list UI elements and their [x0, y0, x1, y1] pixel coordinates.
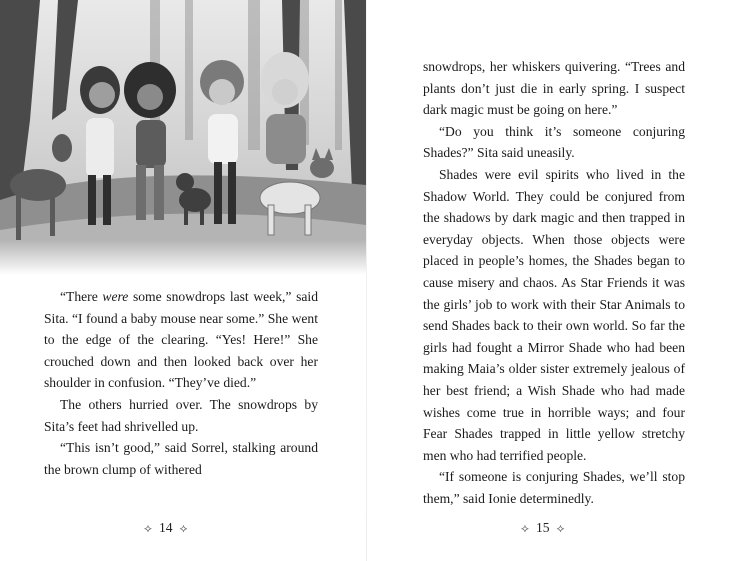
- right-page-text: [423, 56, 685, 509]
- paragraph-text: “There: [60, 289, 103, 304]
- page-number-left: [144, 520, 187, 536]
- paragraph: [44, 286, 318, 394]
- page-number: 14: [158, 520, 173, 535]
- paragraph: “Do you think it’s someone conjuring Shades?” Sita said uneasily.: [423, 123, 685, 161]
- page-number: 15: [535, 520, 550, 535]
- paragraph: The others hurried over. The snowdrops by Sita’s feet had shrivelled up.: [44, 396, 318, 434]
- page-number-right: [521, 520, 564, 536]
- ornament-icon: ⟡: [179, 520, 188, 535]
- ornament-icon: ⟡: [144, 520, 152, 535]
- ornament-icon: ⟡: [556, 520, 565, 535]
- paragraph: snowdrops, her whiskers quivering. “Trees and plants don’t just die in early spring. I suspect dark magic must be going on here.”: [423, 59, 685, 118]
- emphasis-text: were: [102, 289, 129, 304]
- paragraph-text: some snowdrops last week,” said Sita. “I found a baby mouse near some.” She went to the edge of the clearing. “Yes! Here!” She crouched down and then looked back over her shoulder in confusion. “They’ve died.”: [44, 289, 318, 391]
- paragraph: “If someone is conjuring Shades, we’ll stop them,” said Ionie determinedly.: [423, 469, 685, 506]
- left-page-text: [44, 286, 318, 480]
- ornament-icon: ⟡: [521, 520, 529, 535]
- forest-illustration: [0, 0, 366, 275]
- paragraph: “This isn’t good,” said Sorrel, stalking around the brown clump of withered: [44, 440, 318, 477]
- paragraph: Shades were evil spirits who lived in the Shadow World. They could be conjured from the shadows by dark magic and then trapped in everyday objects. When those objects were placed in people’s homes, the Shades began to cause misery and chaos. As Star Friends it was the girls’ job to work with their Star Animals to send Shades back to their own world. So far the girls had fought a Mirror Shade who had been making Maia’s older sister extremely jealous of her best friend; a Wish Shade who had made wishes come true in horrible ways; and four Fear Shades trapped in little yellow stretchy men who had terrified people.: [423, 166, 685, 463]
